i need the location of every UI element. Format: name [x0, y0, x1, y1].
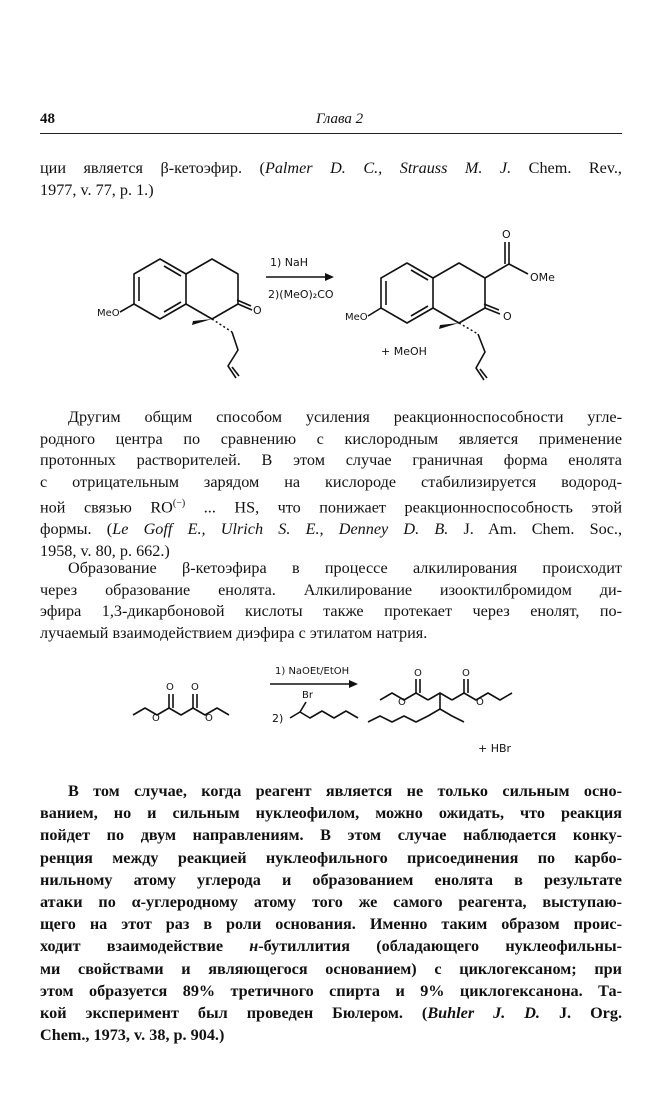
paragraph-butyllithium [40, 780, 622, 1046]
svg-text:2): 2) [272, 712, 284, 725]
text-line: формы. (Le Goff E., Ulrich S. E., Denney D. B. J. Am. Chem. Soc., [40, 520, 622, 539]
svg-text:+ HBr: + HBr [478, 742, 512, 755]
svg-text:OMe: OMe [530, 271, 555, 284]
citation-authors: Buhler J. D. [427, 1004, 540, 1023]
svg-text:2)(MeO)₂CO: 2)(MeO)₂CO [268, 288, 334, 301]
svg-text:O: O [502, 228, 511, 241]
reactant-tetralone [97, 259, 262, 378]
svg-text:O: O [503, 310, 512, 323]
svg-text:O: O [253, 304, 262, 317]
text-line: В том случае, когда реагент является не только сильным осно- [68, 782, 622, 800]
product-alkylated-malonate [368, 668, 512, 755]
text-line: 1958, v. 80, p. 662.) [40, 541, 170, 560]
svg-text:O: O [205, 713, 213, 724]
text-line: нильному атому углерода и образованием енолята в результате [40, 870, 622, 889]
text-line: 1977, v. 77, p. 1.) [40, 180, 154, 199]
text-line: атаки по α-углеродному атому того же самого реагента, выступаю- [40, 893, 622, 912]
reaction-arrow-2 [270, 666, 358, 725]
svg-text:Br: Br [302, 690, 313, 701]
paragraph-continuation [40, 158, 622, 201]
reaction-arrow-1 [266, 256, 334, 301]
text-line: ванием, но и сильным нуклеофилом, можно ожидать, что реакция [40, 804, 622, 823]
svg-text:+ MeOH: + MeOH [381, 345, 427, 358]
svg-text:1) NaOEt/EtOH: 1) NaOEt/EtOH [275, 666, 350, 677]
reaction-scheme-2 [0, 660, 663, 775]
text-line: Другим общим способом усиления реакционноспособности угле- [68, 408, 622, 426]
svg-text:O: O [398, 697, 406, 708]
text-line: ми свойствами и являющегося основанием) с циклогексаном; при [40, 959, 622, 978]
text-line: пойдет по двум направлениям. В этом случае наблюдается конку- [40, 826, 622, 845]
citation-authors: Le Goff E., Ulrich S. E., Denney D. B. [112, 520, 449, 539]
text-line: с отрицательным зарядом на кислороде стабилизируется водород- [40, 472, 622, 491]
text-line: эфира 1,3-дикарбоновой кислоты также протекает через енолят, по- [40, 602, 622, 621]
reaction-scheme-1 [0, 228, 663, 408]
paragraph-protic-solvents [40, 407, 622, 563]
svg-text:O: O [152, 713, 160, 724]
text-line: лучаемый взаимодействием диэфира с этилатом натрия. [40, 623, 428, 642]
svg-text:MeO: MeO [345, 312, 368, 323]
text-line: Chem., 1973, v. 38, p. 904.) [40, 1026, 225, 1045]
svg-text:O: O [414, 668, 422, 679]
page-number: 48 [40, 111, 55, 127]
text-line: Образование β-кетоэфира в процессе алкилирования происходит [68, 559, 622, 577]
text-line: ции является β-кетоэфир. (Palmer D. C., Strauss M. J. Chem. Rev., [40, 159, 622, 177]
svg-text:O: O [166, 682, 174, 693]
text-line: этом образуется 89% третичного спирта и 9% циклогексанона. Та- [40, 981, 622, 1000]
svg-text:1) NaH: 1) NaH [270, 256, 309, 269]
text-line: через образование енолята. Алкилирование изооктилбромидом ди- [40, 580, 622, 599]
text-line: родного центра по сравнению с кислородным является применение [40, 429, 622, 448]
svg-text:O: O [191, 682, 199, 693]
text-line: ходит взаимодействие н-бутиллития (обладающего нуклеофильны- [40, 937, 622, 956]
reactant-malonate [133, 682, 229, 724]
svg-text:MeO: MeO [97, 308, 120, 319]
product-ketoester [345, 228, 555, 380]
text-line: щего на этот раз в роли основания. Именно таким образом проис- [40, 915, 622, 934]
text-line: ной связью RO(−) ... HS, что понижает реакционноспособность этой [40, 498, 622, 517]
paragraph-alkylation [40, 558, 622, 644]
chapter-title: Глава 2 [316, 111, 364, 127]
svg-text:O: O [462, 668, 470, 679]
page-header [40, 111, 622, 134]
svg-text:O: O [476, 697, 484, 708]
text-line: протонных растворителей. В этом случае граничная форма енолята [40, 451, 622, 470]
citation-authors: Palmer D. C., Strauss M. J. [264, 159, 512, 177]
text-line: кой эксперимент был проведен Бюлером. (Buhler J. D. J. Org. [40, 1004, 622, 1023]
text-line: ренция между реакцией нуклеофильного присоединения по карбо- [40, 848, 622, 867]
